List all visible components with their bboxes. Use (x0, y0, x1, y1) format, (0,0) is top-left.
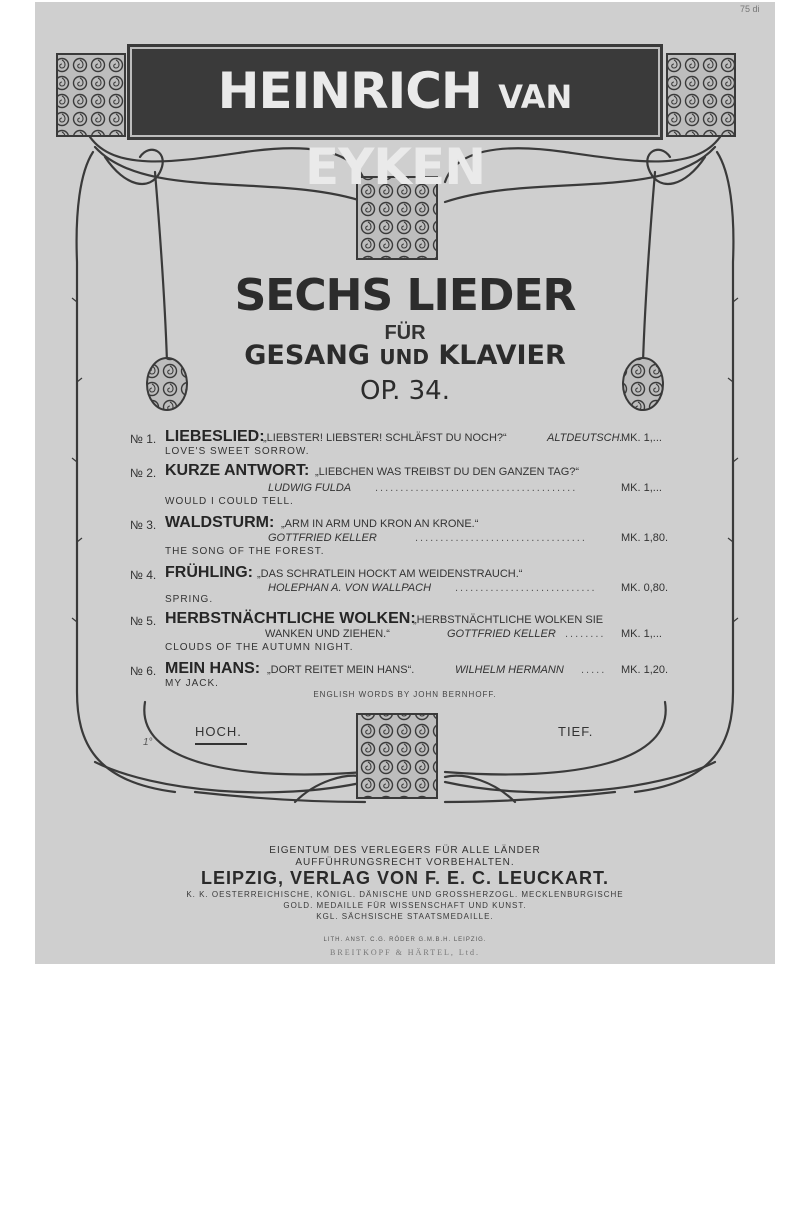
song-title: HERBSTNÄCHTLICHE WOLKEN: (165, 610, 416, 627)
song-price: MK. 1,20. (621, 664, 669, 676)
voice-high: HOCH. (195, 724, 242, 739)
song-price: MK. 1,... (621, 432, 662, 444)
composer-first: HEINRICH (217, 62, 482, 120)
english-words-credit: ENGLISH WORDS BY JOHN BERNHOFF. (313, 690, 497, 699)
song-price: MK. 1,... (621, 482, 662, 494)
song-number: № 3. (130, 518, 157, 532)
publisher: LEIPZIG, VERLAG VON F. E. C. LEUCKART. (200, 868, 610, 888)
song-incipit: „LIEBSTER! LIEBSTER! SCHLÄFST DU NOCH?“ (263, 432, 507, 444)
award-line-1: K. K. OESTERREICHISCHE, KÖNIGL. DÄNISCHE UND GROSSHERZOGL. MECKLENBURGISCHE (186, 890, 624, 899)
margin-mark: 1° (143, 737, 153, 748)
song-number: № 5. (130, 614, 157, 628)
song-author: WILHELM HERMANN (455, 664, 564, 676)
page-number: 75 di (740, 4, 760, 14)
song-title: MEIN HANS: (165, 660, 261, 677)
leader-dots: ........ (565, 628, 606, 640)
composer-title-bar (127, 44, 663, 196)
song-number: № 2. (130, 466, 157, 480)
award-line-2: GOLD. MEDAILLE FÜR WISSENSCHAFT UND KUNST. (283, 901, 527, 910)
work-fuer: FÜR (384, 322, 426, 344)
song-number: № 4. (130, 568, 157, 582)
subtitle-klavier: KLAVIER (438, 340, 566, 371)
rose-panel-bottom-center (357, 714, 437, 798)
song-title: KURZE ANTWORT: (165, 462, 310, 479)
subtitle-gesang: GESANG (244, 340, 370, 371)
song-incipit: „HERBSTNÄCHTLICHE WOLKEN SIE (413, 614, 604, 626)
song-number: № 6. (130, 664, 157, 678)
leader-dots: ........................................ (375, 482, 578, 494)
song-english-title: CLOUDS OF THE AUTUMN NIGHT. (165, 642, 354, 653)
subtitle-und: UND (379, 345, 429, 369)
leader-dots: ..... (581, 664, 607, 676)
song-author: GOTTFRIED KELLER (447, 628, 556, 640)
song-english-title: WOULD I COULD TELL. (165, 496, 294, 507)
song-title: LIEBESLIED: (165, 428, 265, 445)
song-author: GOTTFRIED KELLER (268, 532, 377, 544)
composer-name (127, 56, 663, 202)
song-author: LUDWIG FULDA (268, 482, 352, 494)
composer-last: EYKEN (304, 138, 486, 196)
song-incipit: „LIEBCHEN WAS TREIBST DU DEN GANZEN TAG?“ (315, 466, 580, 478)
song-price: MK. 1,80. (621, 532, 669, 544)
leader-dots: ............................ (455, 582, 597, 594)
work-title: SECHS LIEDER (234, 270, 576, 321)
leader-dots: .................................. (415, 532, 587, 544)
voice-low: TIEF. (558, 724, 594, 739)
rose-panel-left (57, 54, 125, 136)
song-incipit: „DAS SCHRATLEIN HOCKT AM WEIDENSTRAUCH.“ (257, 568, 523, 580)
song-english-title: LOVE'S SWEET SORROW. (165, 446, 310, 457)
library-stamp: BREITKOPF & HÄRTEL, Ltd. (330, 948, 480, 957)
rights-line-2: AUFFÜHRUNGSRECHT VORBEHALTEN. (295, 857, 515, 868)
song-incipit: „ARM IN ARM UND KRON AN KRONE.“ (281, 518, 479, 530)
song-price: MK. 1,... (621, 628, 662, 640)
rose-panel-right (667, 54, 735, 136)
song-number: № 1. (130, 432, 157, 446)
award-line-3: KGL. SÄCHSISCHE STAATSMEDAILLE. (316, 912, 494, 921)
song-price: MK. 0,80. (621, 582, 669, 594)
song-incipit-continued: WANKEN UND ZIEHEN.“ (265, 628, 390, 640)
rights-line-1: EIGENTUM DES VERLEGERS FÜR ALLE LÄNDER (269, 845, 541, 856)
song-author: ALTDEUTSCH. (547, 432, 623, 444)
composer-particle: VAN (498, 78, 573, 116)
opus-number: OP. 34. (360, 376, 450, 406)
song-incipit: „DORT REITET MEIN HANS“. (267, 664, 415, 676)
work-subtitle (35, 340, 775, 371)
song-english-title: MY JACK. (165, 678, 219, 689)
song-author: HOLEPHAN A. VON WALLPACH (268, 582, 432, 594)
printer-credit: LITH. ANST. C.G. RÖDER G.M.B.H. LEIPZIG. (323, 937, 487, 943)
song-title: WALDSTURM: (165, 514, 275, 531)
voice-high-underline (195, 743, 247, 745)
song-english-title: THE SONG OF THE FOREST. (165, 546, 325, 557)
song-title: FRÜHLING: (165, 564, 253, 581)
sheet-music-cover (35, 2, 775, 964)
song-english-title: SPRING. (165, 594, 214, 605)
